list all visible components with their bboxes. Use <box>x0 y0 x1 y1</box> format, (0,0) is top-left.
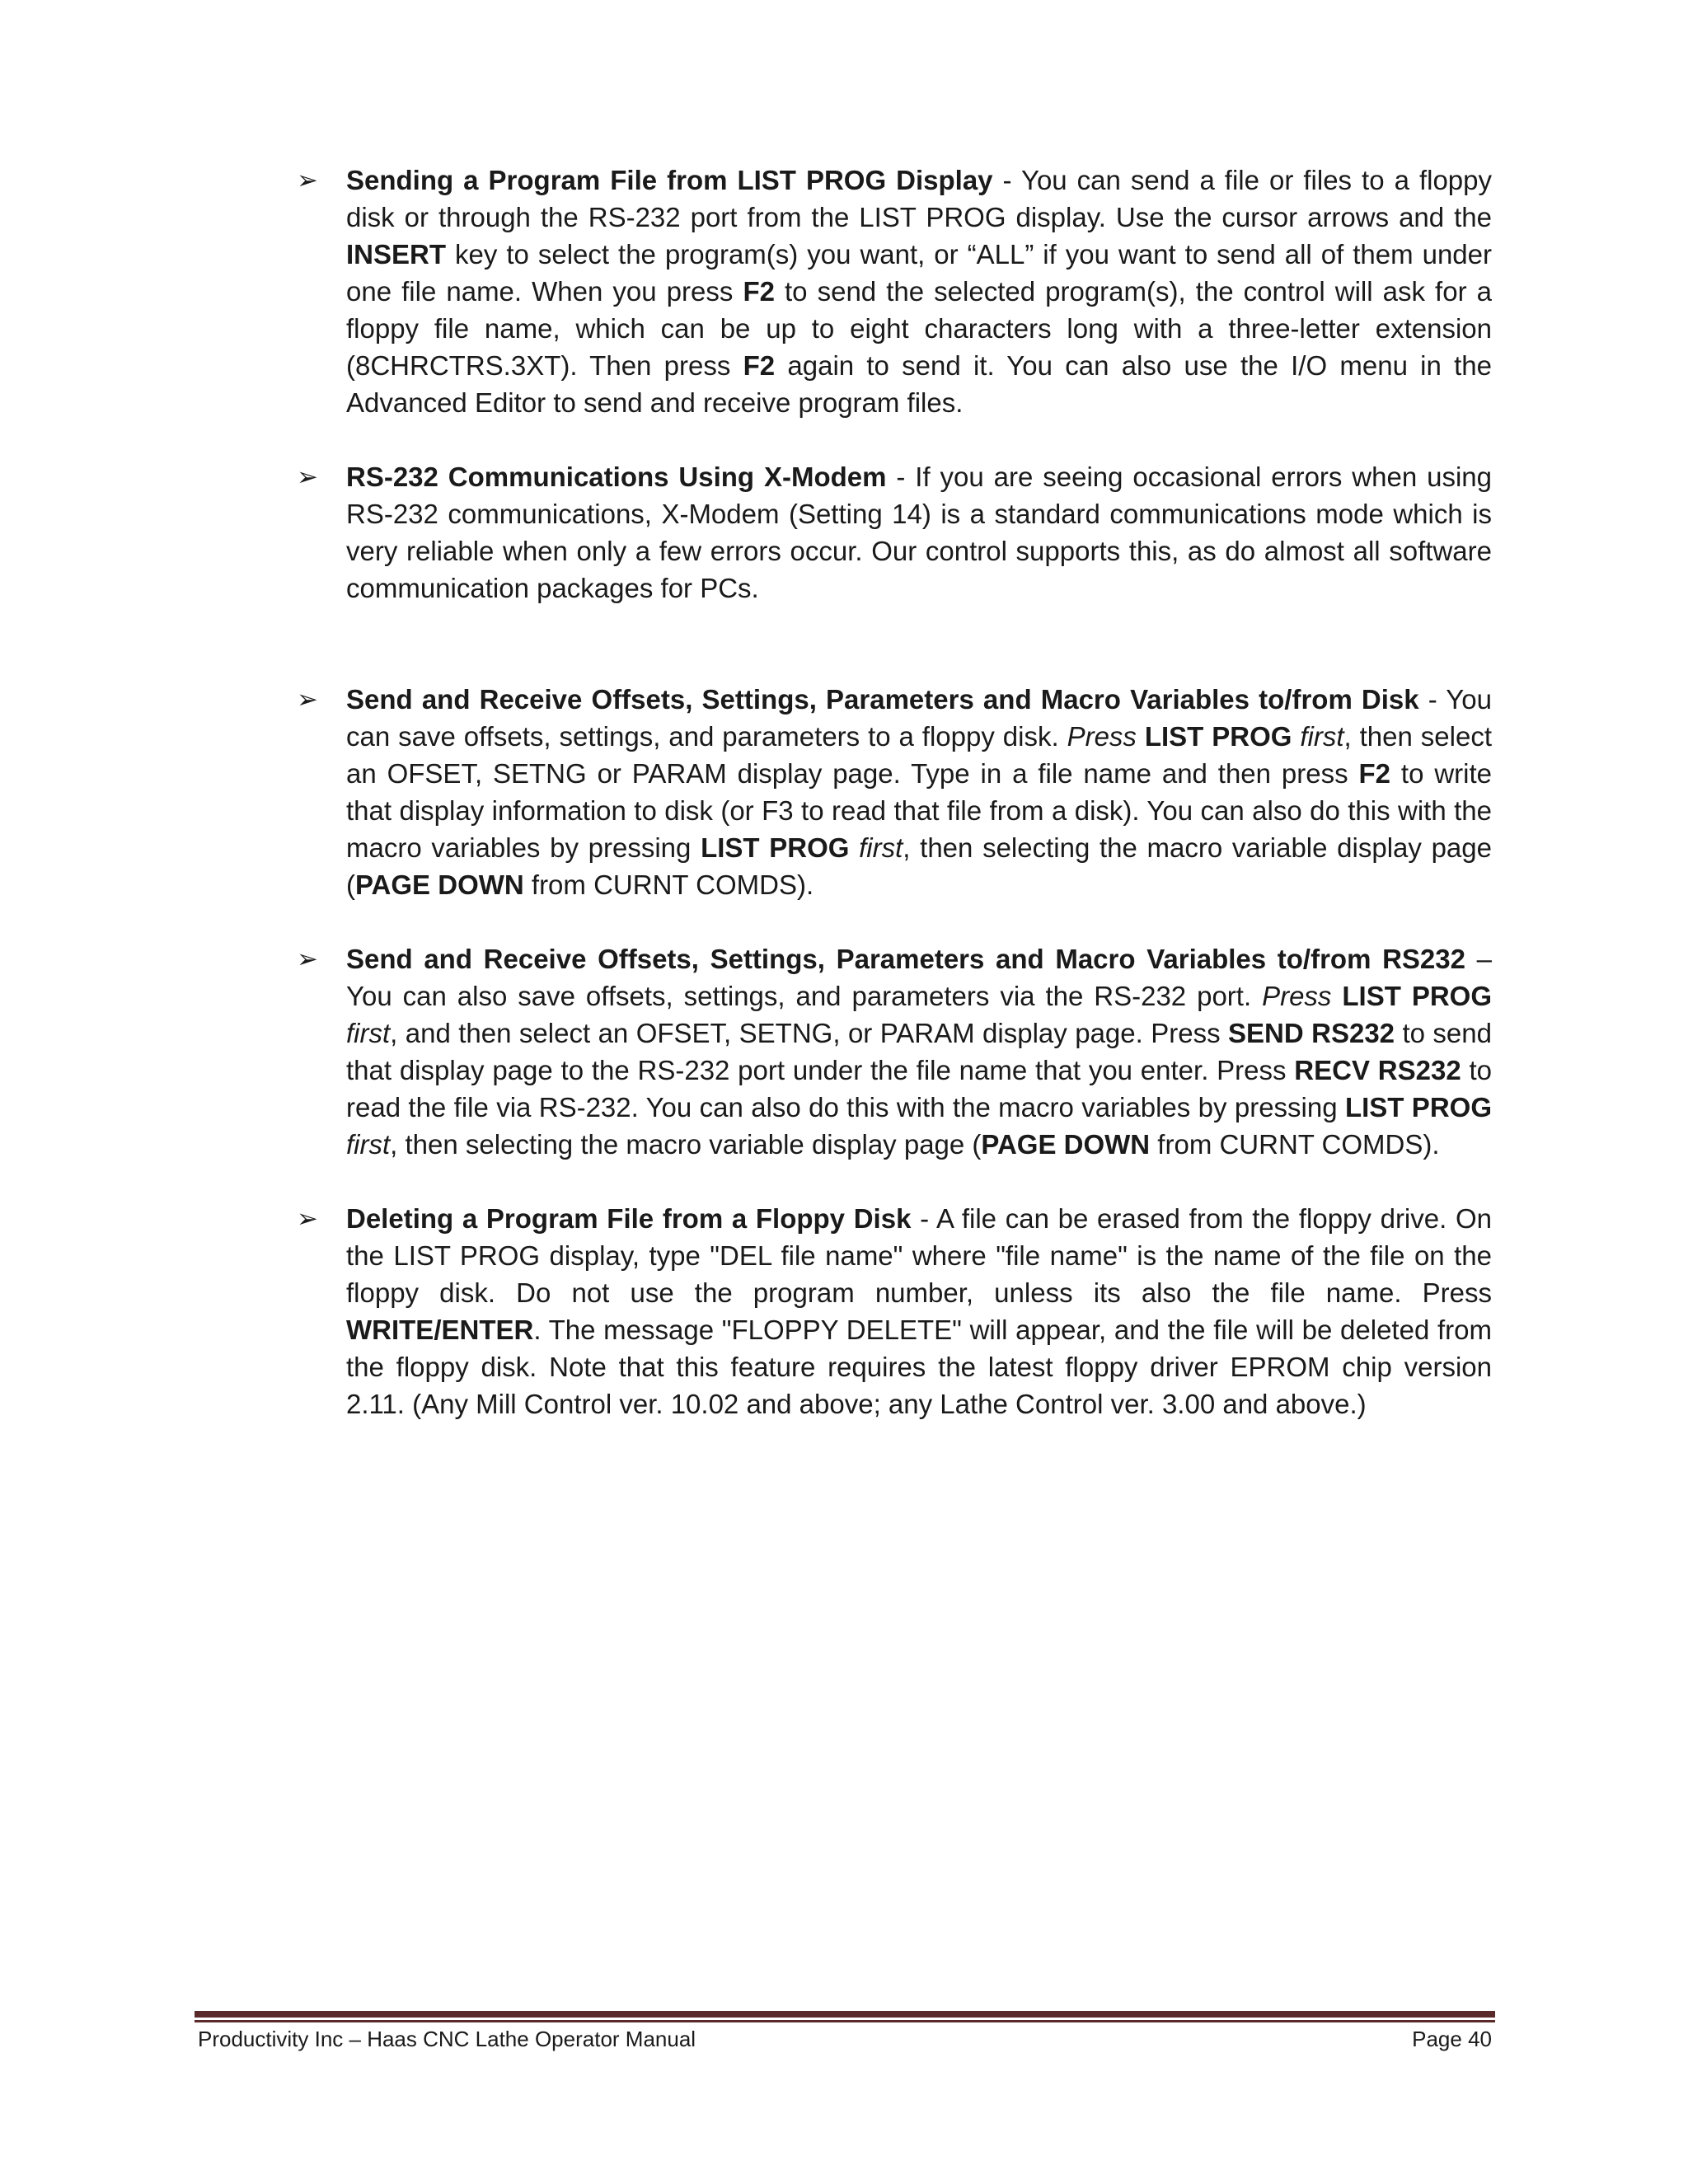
arrow-bullet-icon: ➢ <box>297 685 318 714</box>
paragraph <box>346 458 1492 607</box>
italic-run: Press <box>1262 981 1332 1011</box>
list-item <box>297 162 1492 421</box>
key-label: LIST PROG <box>1144 721 1292 752</box>
text-run: - If you are seeing occasional errors when using RS-232 communications, X-Modem (Setting 14) is a standard communications mode which is very reliable when only a few errors occur. Our control supports this, as do almost all software communication packages for PCs. <box>346 462 1492 603</box>
item-heading: RS-232 Communications Using X-Modem <box>346 462 887 492</box>
item-heading: Deleting a Program File from a Floppy Disk <box>346 1203 912 1234</box>
item-heading: Sending a Program File from LIST PROG Display <box>346 165 993 195</box>
key-label: F2 <box>743 276 775 307</box>
arrow-bullet-icon: ➢ <box>297 166 318 194</box>
footer-rule <box>195 2011 1495 2018</box>
key-label: LIST PROG <box>1342 981 1493 1011</box>
text-run <box>1292 721 1300 752</box>
italic-run: first <box>859 832 903 863</box>
key-label: F2 <box>743 350 776 381</box>
key-label: F2 <box>1358 758 1391 789</box>
key-label: LIST PROG <box>701 832 850 863</box>
key-label: INSERT <box>346 239 447 269</box>
text-run: . The message "FLOPPY DELETE" will appear, and the file will be deleted from the floppy disk. Note that this feature requires the latest floppy driver EPROM chip version 2.11. (Any Mill Control ver. 10.02 and above; any Lathe Control ver. 3.00 and above.) <box>346 1315 1492 1419</box>
paragraph <box>346 940 1492 1163</box>
list-item <box>297 1200 1492 1422</box>
text-run <box>1137 721 1145 752</box>
key-label: LIST PROG <box>1344 1092 1492 1122</box>
italic-run: first <box>346 1018 391 1048</box>
text-run <box>1331 981 1342 1011</box>
item-heading: Send and Receive Offsets, Settings, Parameters and Macro Variables to/from RS232 <box>346 944 1465 974</box>
key-label: RECV RS232 <box>1294 1055 1461 1085</box>
text-run: - A file can be erased from the floppy drive. On the LIST PROG display, type "DEL file name" where "file name" is the name of the file on the floppy disk. Do not use the program number, unless its also the file name. Press <box>346 1203 1492 1308</box>
text-run: to send that display page to the RS-232 port under the file name that you enter. Press <box>346 1018 1492 1085</box>
key-label: PAGE DOWN <box>981 1129 1151 1160</box>
list-item <box>297 940 1492 1163</box>
text-run: , then selecting the macro variable display page ( <box>346 832 1492 900</box>
italic-run: Press <box>1067 721 1137 752</box>
text-run: , then select an OFSET, SETNG or PARAM display page. Type in a file name and then press <box>346 721 1492 789</box>
paragraph <box>346 681 1492 903</box>
text-run: key to select the program(s) you want, or “ALL” if you want to send all of them under one file name. When you press <box>346 239 1492 307</box>
text-run: from CURNT COMDS). <box>523 869 814 900</box>
key-label: PAGE DOWN <box>355 869 524 900</box>
key-label: SEND RS232 <box>1228 1018 1395 1048</box>
text-run: – You can also save offsets, settings, and parameters via the RS-232 port. <box>346 944 1492 1011</box>
key-label: WRITE/ENTER <box>346 1315 534 1345</box>
list-item <box>297 681 1492 903</box>
text-run: , and then select an OFSET, SETNG, or PARAM display page. Press <box>390 1018 1229 1048</box>
text-run: from CURNT COMDS). <box>1150 1129 1440 1160</box>
arrow-bullet-icon: ➢ <box>297 1204 318 1233</box>
footer-title: Productivity Inc – Haas CNC Lathe Operator Manual <box>198 2027 696 2051</box>
text-run: to send the selected program(s), the control will ask for a floppy file name, which can be up to eight characters long with a three-letter extension (8CHRCTRS.3XT). Then press <box>346 276 1492 381</box>
text-run <box>849 832 859 863</box>
page-body <box>297 162 1492 1422</box>
text-run: , then selecting the macro variable display page ( <box>390 1129 982 1160</box>
paragraph <box>346 162 1492 421</box>
list-item <box>297 458 1492 607</box>
italic-run: first <box>346 1129 391 1160</box>
text-run: to read the file via RS-232. You can also do this with the macro variables by pressing <box>346 1055 1492 1122</box>
text-run: to write that display information to disk (or F3 to read that file from a disk). You can also do this with the macro variables by pressing <box>346 758 1492 863</box>
paragraph <box>346 1200 1492 1422</box>
arrow-bullet-icon: ➢ <box>297 462 318 491</box>
item-heading: Send and Receive Offsets, Settings, Parameters and Macro Variables to/from Disk <box>346 684 1419 715</box>
page-number: Page 40 <box>1412 2027 1492 2051</box>
italic-run: first <box>1300 721 1344 752</box>
text-run: - You can send a file or files to a floppy disk or through the RS-232 port from the LIST PROG display. Use the cursor arrows and the <box>346 165 1493 232</box>
text-run: - You can save offsets, settings, and parameters to a floppy disk. <box>346 684 1492 752</box>
arrow-bullet-icon: ➢ <box>297 944 318 973</box>
text-run: again to send it. You can also use the I/O menu in the Advanced Editor to send and receive program files. <box>346 350 1492 418</box>
